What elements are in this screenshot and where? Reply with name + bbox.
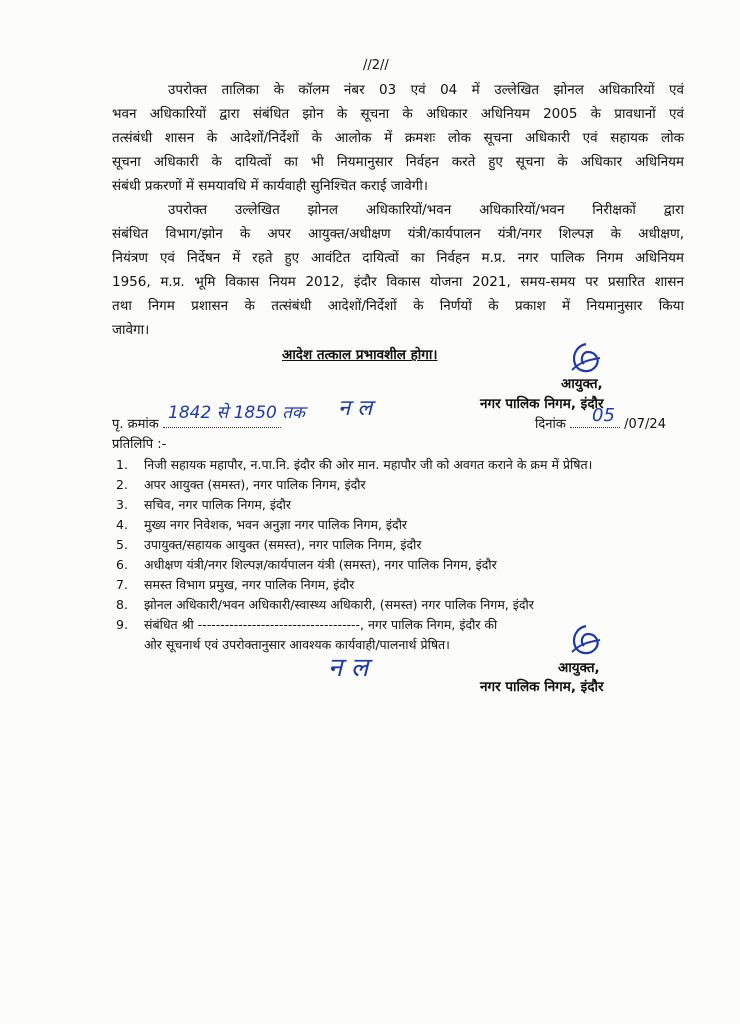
handwritten-reference: 1842 से 1850 तक <box>168 403 305 423</box>
list-item-text: मुख्य नगर निवेशक, भवन अनुज्ञा नगर पालिक निगम, इंदौर <box>144 517 408 532</box>
reference-label: पृ. क्रमांक <box>112 417 159 432</box>
handwritten-date: 05 <box>592 405 615 426</box>
paragraph-line: 1956, म.प्र. भूमि विकास नियम 2012, इंदौर विकास योजना 2021, समय-समय पर प्रसारित शासन <box>112 274 684 290</box>
list-item-text: झोनल अधिकारी/भवन अधिकारी/स्वास्थ्य अधिकारी, (समस्त) नगर पालिक निगम, इंदौर <box>144 597 534 612</box>
list-item-number: 9. <box>116 617 128 632</box>
paragraph-line: सूचना अधिकारी के दायित्वों का भी नियमानुसार निर्वहन करते हुए सूचना के अधिकार अधिनियम <box>112 154 684 170</box>
list-item-text: समस्त विभाग प्रमुख, नगर पालिक निगम, इंदौर <box>144 577 355 592</box>
handwritten-initials: न ल <box>338 396 373 421</box>
paragraph-line: तथा निगम प्रशासन के तत्संबंधी आदेशों/निर्देशों के निर्णयों के प्रकाश में नियमानुसार किया <box>112 298 684 314</box>
list-item <box>112 515 692 535</box>
list-item-number: 8. <box>116 597 128 612</box>
list-item-text: अपर आयुक्त (समस्त), नगर पालिक निगम, इंदौर <box>144 477 366 492</box>
list-item-text: अधीक्षण यंत्री/नगर शिल्पज्ञ/कार्यपालन यंत्री (समस्त), नगर पालिक निगम, इंदौर <box>144 557 497 572</box>
list-item <box>112 475 692 495</box>
list-item-number: 5. <box>116 537 128 552</box>
list-item-text: सचिव, नगर पालिक निगम, इंदौर <box>144 497 291 512</box>
paragraph-line: संबंधी प्रकरणों में समयावधि में कार्यवाही सुनिश्चित कराई जावेगी। <box>112 178 428 194</box>
paragraph-rti <box>112 78 684 198</box>
signature-title: आयुक्त, <box>561 376 603 392</box>
list-item-number: 2. <box>116 477 128 492</box>
list-item <box>112 535 692 555</box>
signature-office: नगर पालिक निगम, इंदौर <box>480 396 604 412</box>
list-item-number: 1. <box>116 457 128 472</box>
list-item-number: 6. <box>116 557 128 572</box>
signature-title: आयुक्त, <box>558 660 600 676</box>
paragraph-line: उपरोक्त तालिका के कॉलम नंबर 03 एवं 04 में उल्लेखित झोनल अधिकारियों एवं <box>168 82 684 98</box>
list-item-text: ओर सूचनार्थ एवं उपरोक्तानुसार आवश्यक कार्यवाही/पालनार्थ प्रेषित। <box>144 637 450 652</box>
signature-mark-2 <box>566 622 606 662</box>
copy-label: प्रतिलिपि :- <box>112 437 167 452</box>
list-item <box>112 495 692 515</box>
paragraph-line: जावेगा। <box>112 322 150 338</box>
paragraph-duties <box>112 198 684 342</box>
paragraph-line: संबंधित विभाग/झोन के अपर आयुक्त/अधीक्षण यंत्री/कार्यपालन यंत्री/नगर शिल्पज्ञ के अधीक्षण, <box>112 226 684 242</box>
page-number: //2// <box>363 58 389 73</box>
date-label: दिनांक <box>535 417 566 432</box>
paragraph-line: उपरोक्त उल्लेखित झोनल अधिकारियों/भवन अधिकारियों/भवन निरीक्षकों द्वारा <box>168 202 684 218</box>
paragraph-line: तत्संबंधी शासन के आदेशों/निर्देशों के आलोक में क्रमशः लोक सूचना अधिकारी एवं सहायक लोक <box>112 130 684 146</box>
list-item <box>112 595 692 615</box>
paragraph-line: नियंत्रण एवं निर्देषन में रहते हुए आवंटित दायित्वों का निर्वहन म.प्र. नगर पालिक निगम अधिनियम <box>112 250 684 266</box>
list-item-text: उपायुक्त/सहायक आयुक्त (समस्त), नगर पालिक निगम, इंदौर <box>144 537 422 552</box>
order-effective-heading: आदेश तत्काल प्रभावशील होगा। <box>282 347 438 363</box>
list-item-number: 4. <box>116 517 128 532</box>
paragraph-line: भवन अधिकारियों द्वारा संबंधित झोन के सूचना के अधिकार अधिनियम 2005 के प्रावधानों एवं <box>112 106 684 122</box>
list-item-text: निजी सहायक महापौर, न.पा.नि. इंदौर की ओर मान. महापौर जी को अवगत कराने के क्रम में प्रेषित। <box>144 457 593 472</box>
list-item <box>112 455 692 475</box>
list-item-number: 3. <box>116 497 128 512</box>
date-rest: /07/24 <box>624 417 666 432</box>
list-item <box>112 555 692 575</box>
list-item-number: 7. <box>116 577 128 592</box>
list-item-text: संबंधित श्री ------------------------------------, नगर पालिक निगम, इंदौर की <box>144 617 498 632</box>
signature-office: नगर पालिक निगम, इंदौर <box>480 679 604 695</box>
handwritten-initials-bottom: न ल <box>328 653 369 683</box>
list-item <box>112 575 692 595</box>
